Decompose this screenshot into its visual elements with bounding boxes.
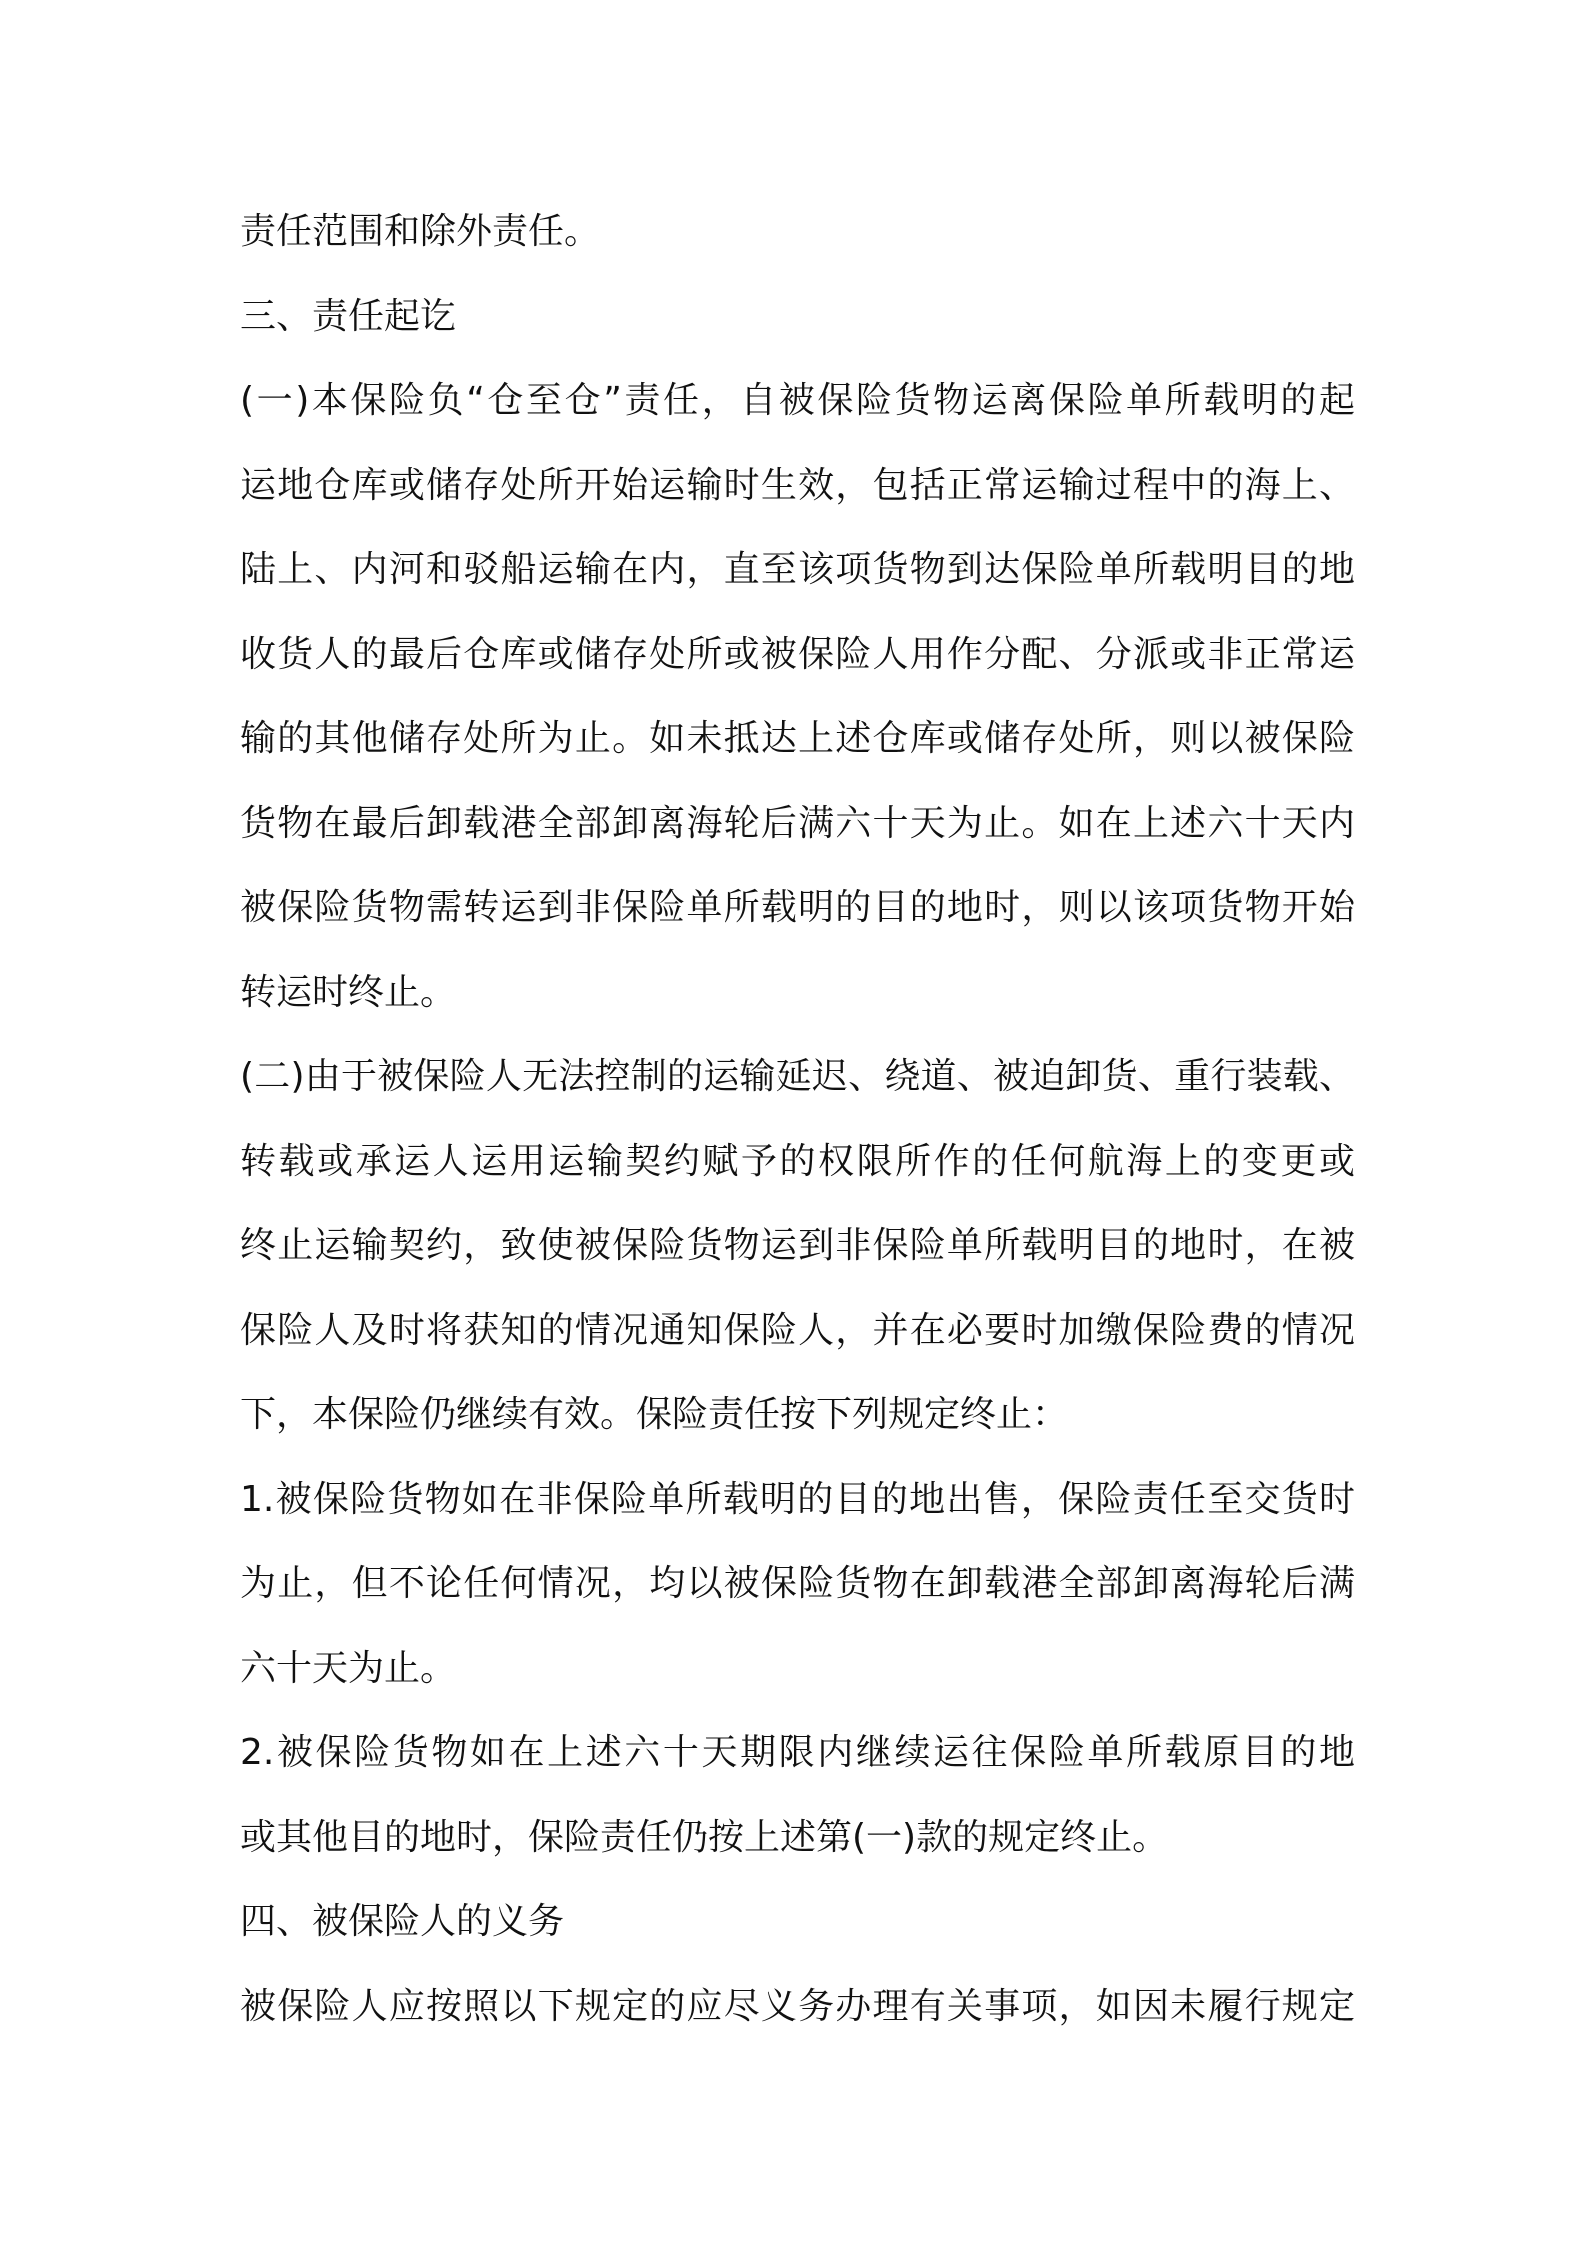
text-line: 转载或承运人运用运输契约赋予的权限所作的任何航海上的变更或 [240,1140,1355,1182]
section-heading: 四、被保险人的义务 [240,1901,565,1942]
document-page [240,190,1355,2049]
text-line: 被保险人应按照以下规定的应尽义务办理有关事项，如因未履行规定 [240,1985,1355,2027]
text-line: 保险人及时将获知的情况通知保险人，并在必要时加缴保险费的情况 [240,1309,1355,1351]
text-line: 下，本保险仍继续有效。保险责任按下列规定终止： [240,1394,1069,1435]
text-line: 为止，但不论任何情况，均以被保险货物在卸载港全部卸离海轮后满 [240,1563,1355,1604]
text-line: 收货人的最后仓库或储存处所或被保险人用作分配、分派或非正常运 [240,633,1355,675]
text-line: 六十天为止。 [240,1647,457,1689]
text-line: 2.被保险货物如在上述六十天期限内继续运往保险单所载原目的地 [240,1732,1355,1773]
text-line: 转运时终止。 [240,971,457,1013]
text-line: 陆上、内河和驳船运输在内，直至该项货物到达保险单所载明目的地 [240,549,1355,590]
text-line: 1.被保险货物如在非保险单所载明的目的地出售，保险责任至交货时 [240,1478,1355,1520]
text-line: 货物在最后卸载港全部卸离海轮后满六十天为止。如在上述六十天内 [240,802,1355,844]
text-line: 被保险货物需转运到非保险单所载明的目的地时，则以该项货物开始 [240,887,1355,928]
section-heading: 三、责任起讫 [240,295,457,337]
text-line: 输的其他储存处所为止。如未抵达上述仓库或储存处所，则以被保险 [240,718,1355,759]
text-line: 运地仓库或储存处所开始运输时生效，包括正常运输过程中的海上、 [240,464,1355,506]
text-line: (一)本保险负“仓至仓”责任，自被保险货物运离保险单所载明的起 [240,380,1355,421]
text-line: 或其他目的地时，保险责任仍按上述第(一)款的规定终止。 [240,1816,1169,1858]
text-line: (二)由于被保险人无法控制的运输延迟、绕道、被迫卸货、重行装载、 [240,1056,1355,1097]
text-line: 终止运输契约，致使被保险货物运到非保险单所载明目的地时，在被 [240,1225,1355,1266]
text-line: 责任范围和除外责任。 [240,211,601,252]
